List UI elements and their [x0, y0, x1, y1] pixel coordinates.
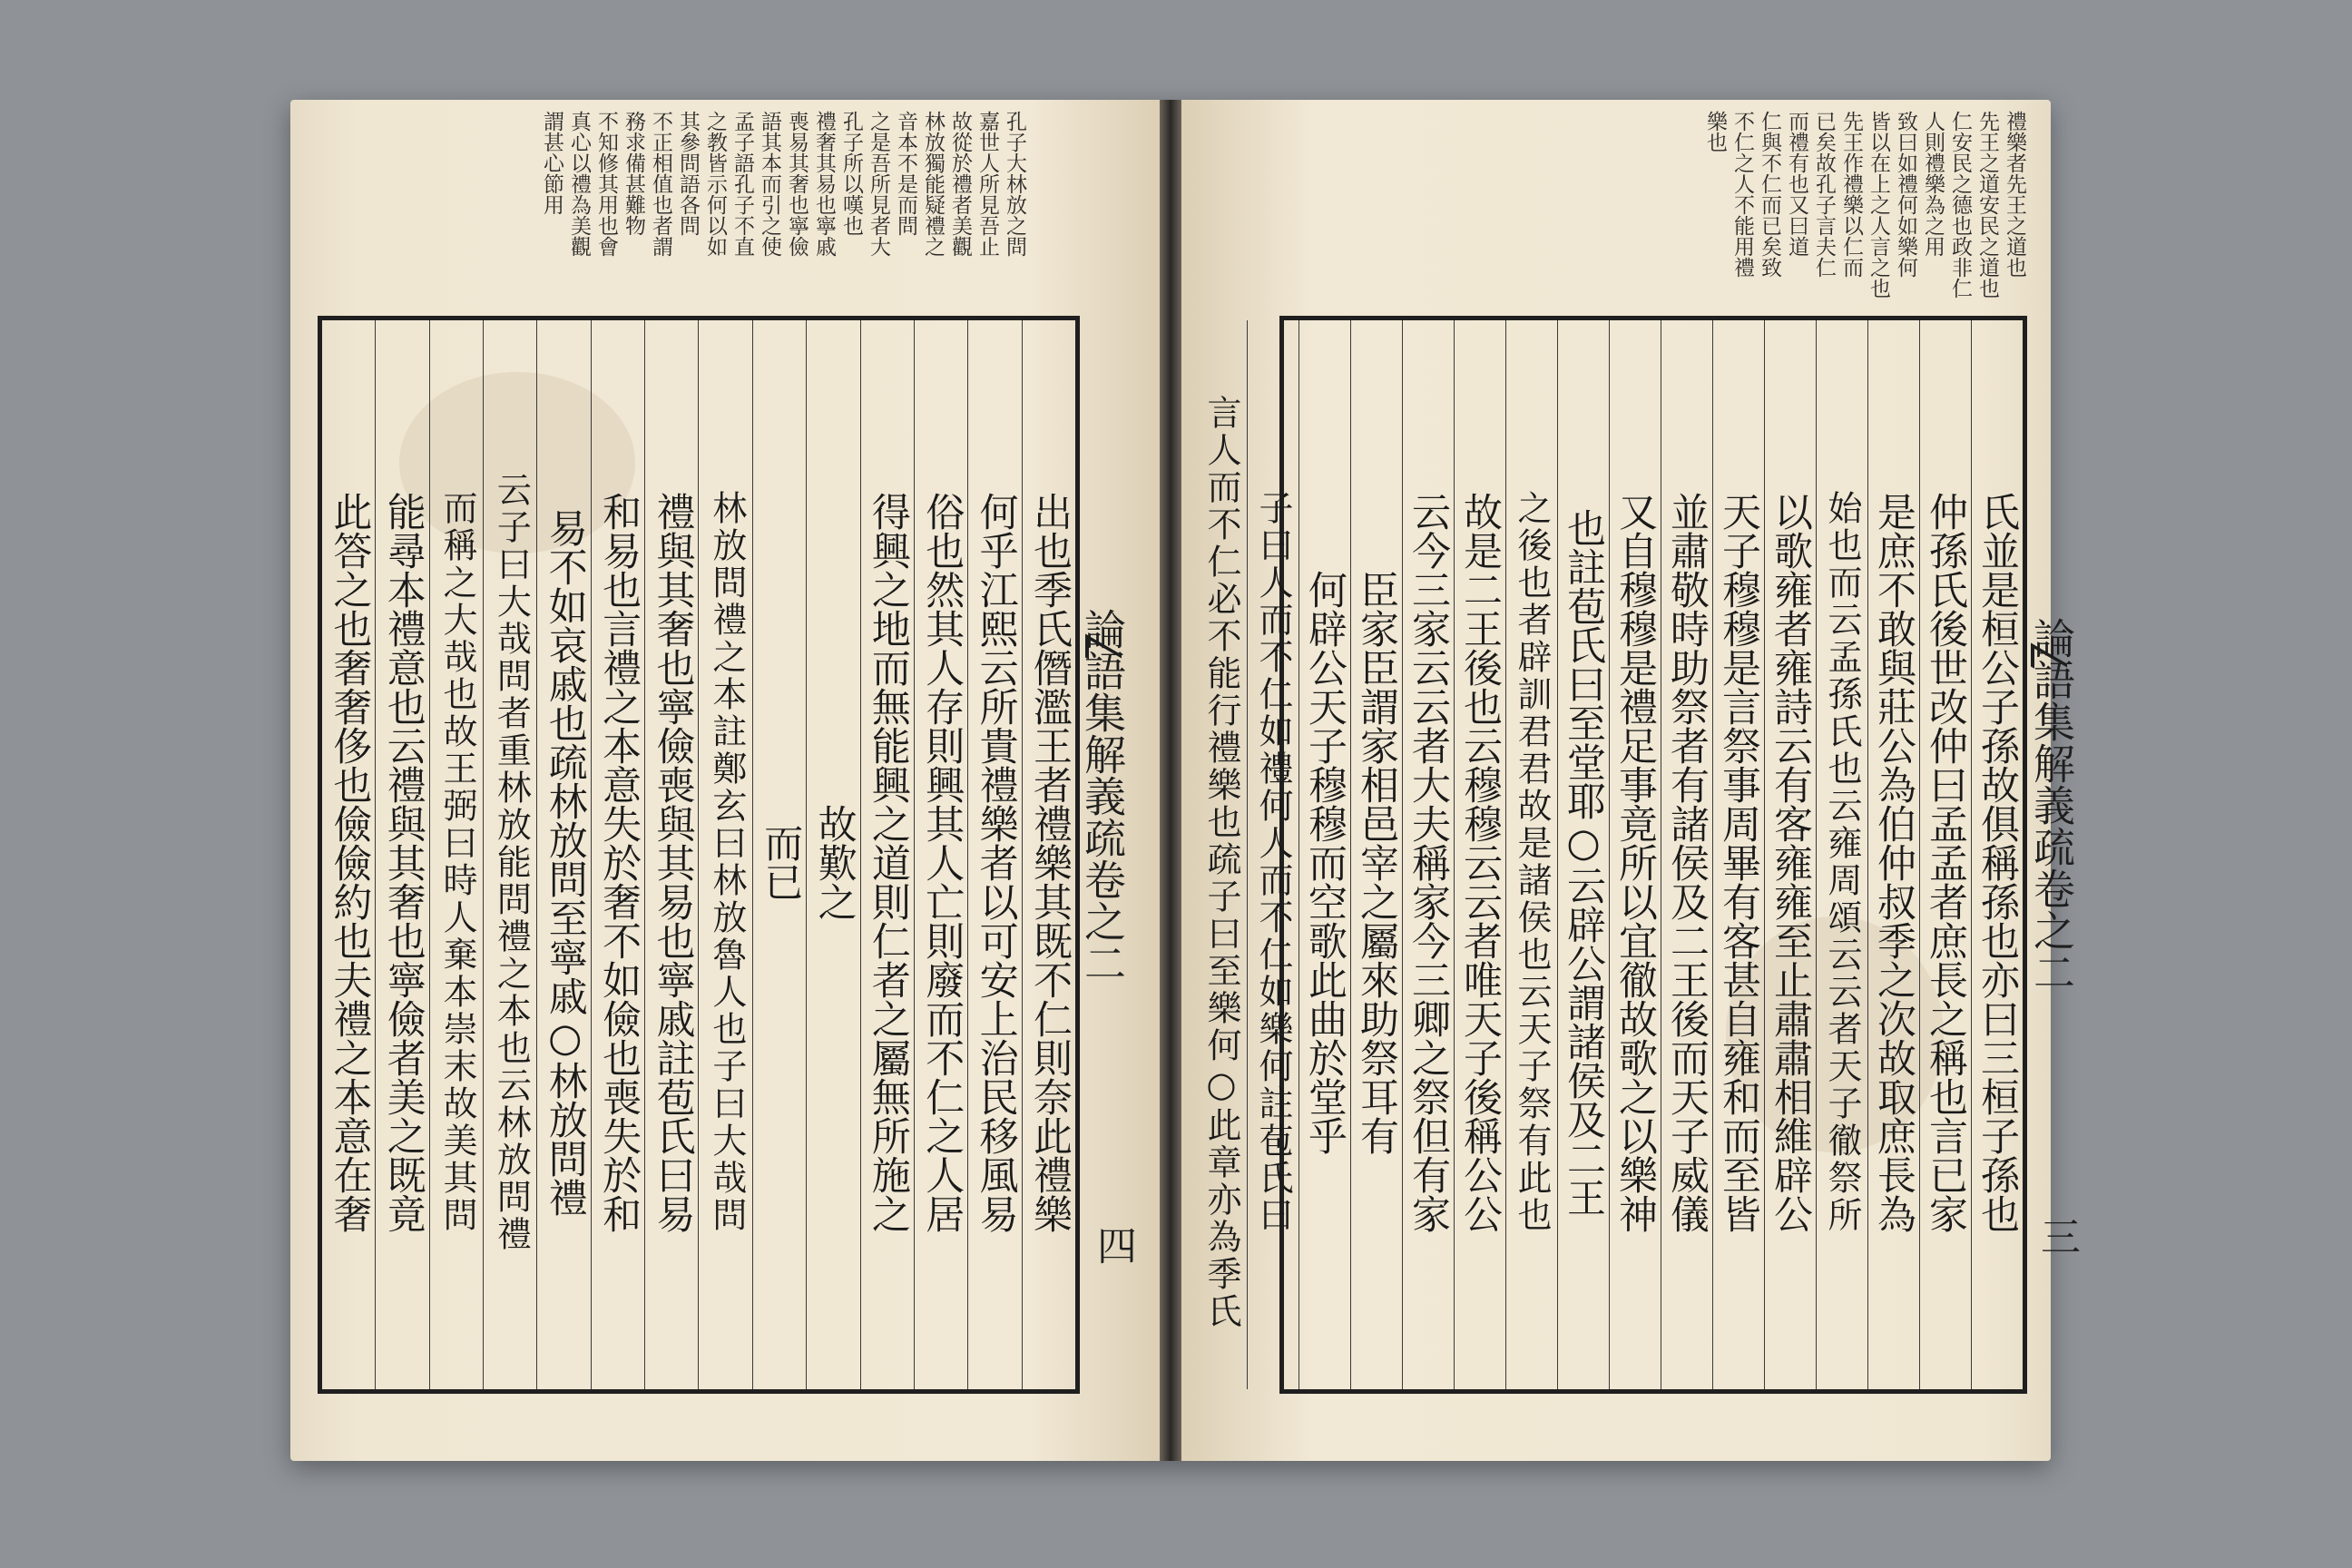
text-column: 仲孫氏後世改仲曰孟孟者庶長之稱也言已家 [1919, 320, 1971, 1389]
text-column: 故歎之 [806, 320, 859, 1389]
text-column: 云今三家云云者大夫稱家今三卿之祭但有家 [1402, 320, 1454, 1389]
left-page [290, 100, 1160, 1461]
handwritten-note: 之教皆示何以如 [703, 111, 727, 257]
handwritten-note: 禮奢其易也寧戚 [812, 111, 836, 257]
handwritten-note: 不正相值也者謂 [649, 111, 672, 257]
handwritten-note: 已矣故孔子言夫仁 [1812, 111, 1836, 278]
text-column: 之後也者辟訓君君故是諸侯也云天子祭有此也 [1505, 320, 1557, 1389]
left-columns [322, 320, 1075, 1389]
handwritten-note: 不知修其用也會 [594, 111, 618, 257]
handwritten-note: 孔子所以嘆也 [839, 111, 863, 236]
handwritten-note: 仁安民之德也政非仁 [1948, 111, 1972, 299]
handwritten-note: 而禮有也又曰道 [1785, 111, 1808, 257]
handwritten-note: 孟子語孔子不直 [730, 111, 754, 257]
text-column: 並肅敬時助祭者有諸侯及二王後而天子威儀 [1661, 320, 1712, 1389]
handwritten-note: 先王之道安民之道也 [1975, 111, 1999, 299]
right-annotations [1318, 111, 2025, 309]
right-columns [1201, 320, 2023, 1389]
handwritten-note: 之是吾所見者大 [867, 111, 890, 257]
handwritten-note: 其參問語各問 [676, 111, 700, 236]
handwritten-note: 先王作禮樂以仁而 [1839, 111, 1863, 278]
handwritten-note: 林放獨能疑禮之 [921, 111, 945, 257]
left-text-frame [318, 316, 1080, 1394]
left-margin-title: 論語集解義疏卷之二 [1078, 608, 1127, 984]
handwritten-note: 禮樂者先王之道也 [2003, 111, 2026, 278]
text-column: 天子穆穆是言祭事周畢有客甚自雍和而至皆 [1712, 320, 1764, 1389]
text-column: 始也而云孟孫氏也云雍周頌云云者天子徹祭所 [1816, 320, 1867, 1389]
right-page [1181, 100, 2080, 1461]
text-column: 而已 [752, 320, 806, 1389]
text-column: 以歌雍者雍詩云有客雍雍至止肅肅相維辟公 [1764, 320, 1816, 1389]
text-column: 得興之地而無能興之道則仁者之屬無所施之 [860, 320, 914, 1389]
text-column: 言人而不仁必不能行禮樂也疏子曰至樂何○此章亦為季氏 [1201, 394, 1241, 1330]
text-column: 也註苞氏曰至堂耶○云辟公謂諸侯及二王 [1557, 320, 1609, 1389]
text-column: 子曰人而不仁如禮何人而不仁如樂何註苞氏曰 [1247, 320, 1298, 1389]
handwritten-note: 嘉世人所見吾止 [975, 111, 999, 257]
text-column: 是庶不敢與莊公為伯仲叔季之次故取庶長為 [1867, 320, 1919, 1389]
text-column: 何辟公天子穆穆而空歌此曲於堂乎 [1298, 320, 1350, 1389]
open-book [290, 100, 2080, 1461]
right-text-frame [1201, 316, 2027, 1394]
handwritten-note: 務求備甚難物 [622, 111, 645, 236]
left-annotations [318, 111, 1025, 309]
text-column: 和易也言禮之本意失於奢不如儉也喪失於和 [591, 320, 644, 1389]
text-column: 臣家臣謂家相邑宰之屬來助祭耳有 [1350, 320, 1402, 1389]
handwritten-note: 孔子大林放之問 [1003, 111, 1026, 257]
handwritten-note: 不仁之人不能用禮 [1730, 111, 1754, 278]
handwritten-note: 真心以禮為美觀 [567, 111, 591, 257]
right-page-number: 三 [2034, 1216, 2080, 1256]
handwritten-note: 皆以在上之人言之也 [1867, 111, 1890, 299]
book-gutter [1160, 100, 1181, 1461]
text-column: 林放問禮之本註鄭玄曰林放魯人也子曰大哉問 [698, 320, 751, 1389]
handwritten-note: 樂也 [1703, 111, 1727, 152]
text-column: 氏並是桓公子孫故俱稱孫也亦曰三桓子孫也 [1971, 320, 2023, 1389]
text-column: 俗也然其人存則興其人亡則廢而不仁之人居 [914, 320, 967, 1389]
text-column: 易不如哀戚也疏林放問至寧戚○林放問禮 [536, 320, 590, 1389]
handwritten-note: 語其本而引之使 [758, 111, 781, 257]
handwritten-note: 致曰如禮何如樂何 [1894, 111, 1917, 278]
left-page-number: 四 [1090, 1225, 1136, 1265]
text-column: 禮與其奢也寧儉喪與其易也寧戚註苞氏曰易 [644, 320, 698, 1389]
text-column: 何乎江熙云所貴禮樂者以可安上治民移風易 [967, 320, 1021, 1389]
text-column: 出也季氏僭濫王者禮樂其既不仁則奈此禮樂 [1022, 320, 1075, 1389]
handwritten-note: 人則禮樂為之用 [1921, 111, 1945, 257]
handwritten-note: 音本不是而問 [894, 111, 917, 236]
text-column: 能尋本禮意也云禮與其奢也寧儉者美之既竟 [375, 320, 428, 1389]
text-column: 又自穆穆是禮足事竟所以宜徹故歌之以樂神 [1609, 320, 1661, 1389]
handwritten-note: 謂甚心節用 [540, 111, 564, 215]
handwritten-note: 仁與不仁而已矣致 [1758, 111, 1781, 278]
handwritten-note: 喪易其奢也寧儉 [785, 111, 808, 257]
text-column: 云子曰大哉問者重林放能問禮之本也云林放問禮 [483, 320, 536, 1389]
text-column: 此答之也奢奢侈也儉儉約也夫禮之本意在奢 [327, 491, 373, 1233]
handwritten-note: 故從於禮者美觀 [948, 111, 972, 257]
text-column: 故是二王後也云穆穆云云者唯天子後稱公公 [1454, 320, 1505, 1389]
right-margin-title: 論語集解義疏卷之二 [2027, 617, 2076, 993]
text-column: 而稱之大哉也故王弼曰時人棄本崇末故美其問 [429, 320, 483, 1389]
